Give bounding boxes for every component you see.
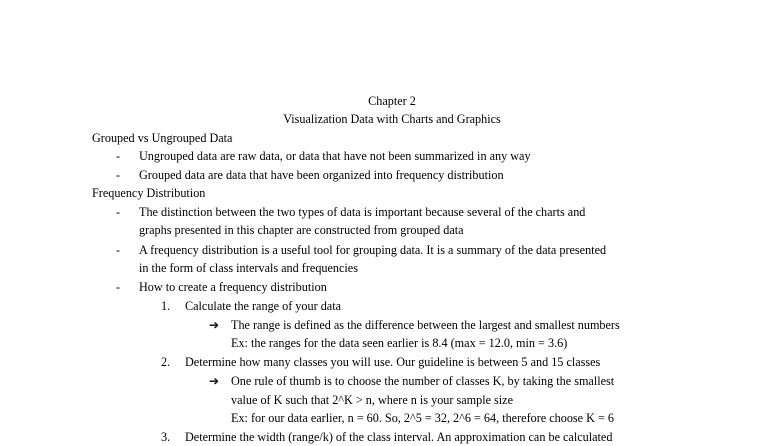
chapter-title: Visualization Data with Charts and Graphics [283,112,501,126]
step-classes: Determine how many classes you will use. Our guideline is between 5 and 15 classes [185,355,601,369]
step-range-sub-line2: Ex: the ranges for the data seen earlier is 8.4 (max = 12.0, min = 3.6) [231,336,568,350]
bullet-ungrouped: Ungrouped data are raw data, or data that have not been summarized in any way [139,149,531,163]
dash-bullet: - [116,168,121,182]
step-range-sub-line1: The range is defined as the difference between the largest and smallest numbers [231,318,620,332]
bullet-distinction-line2: graphs presented in this chapter are constructed from grouped data [139,223,464,237]
step-number: 1. [161,299,171,313]
step-number: 3. [161,430,171,444]
bullet-grouped: Grouped data are data that have been organized into frequency distribution [139,168,504,182]
step-width: Determine the width (range/k) of the class interval. An approximation can be calculated [185,430,613,444]
step-classes-sub-line2: value of K such that 2^K > n, where n is your sample size [231,393,514,407]
chapter-heading: Chapter 2 [368,94,416,108]
bullet-distinction-line1: The distinction between the two types of data is important because several of the charts and [139,205,586,219]
arrow-right-icon: ➔ [209,374,220,388]
step-classes-sub-line1: One rule of thumb is to choose the number of classes K, by taking the smallest [231,374,615,388]
section-heading-grouped: Grouped vs Ungrouped Data [92,131,233,145]
dash-bullet: - [116,243,121,257]
section-heading-frequency: Frequency Distribution [92,186,206,200]
dash-bullet: - [116,149,121,163]
arrow-right-icon: ➔ [209,318,220,332]
step-classes-sub-line3: Ex: for our data earlier, n = 60. So, 2^5 = 32, 2^6 = 64, therefore choose K = 6 [231,411,614,425]
step-number: 2. [161,355,171,369]
bullet-how-to: How to create a frequency distribution [139,280,327,294]
bullet-frequency-line1: A frequency distribution is a useful tool for grouping data. It is a summary of the data presented [139,243,607,257]
step-range: Calculate the range of your data [185,299,341,313]
bullet-frequency-line2: in the form of class intervals and frequencies [139,261,358,275]
dash-bullet: - [116,205,121,219]
dash-bullet: - [116,280,121,294]
